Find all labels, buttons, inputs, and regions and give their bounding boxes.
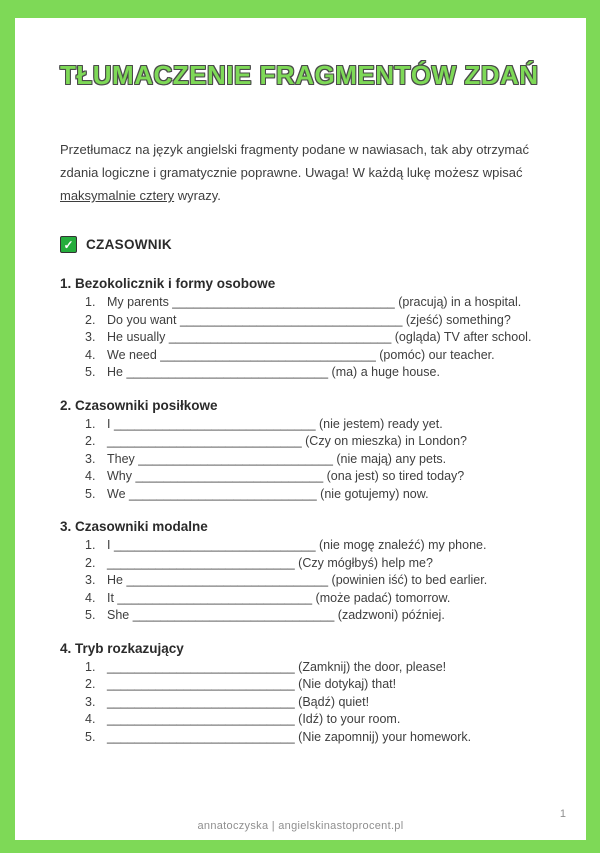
instructions-part1: Przetłumacz na język angielski fragmenty podane w nawiasach, tak aby otrzymać zdania logiczne i gramatycznie poprawne. Uwaga! W każdą lukę możesz wpisać (60, 142, 529, 180)
exercise-item (85, 694, 556, 712)
section-heading: 1. Bezokolicznik i formy osobowe (60, 276, 276, 291)
exercise-item (85, 312, 556, 330)
item-number: 5. (85, 729, 96, 744)
exercise-list (60, 659, 556, 747)
item-text: ___________________________ (Idź) to your room. (107, 712, 401, 726)
item-text: He _____________________________ (powinien iść) to bed earlier. (107, 573, 488, 587)
item-text: Why ___________________________ (ona jest) so tired today? (107, 469, 465, 483)
page-title: TŁUMACZENIE FRAGMENTÓW ZDAŃ (60, 60, 539, 90)
item-number: 5. (85, 365, 96, 379)
item-number: 4. (85, 469, 96, 483)
item-number: 2. (85, 677, 96, 691)
instructions-part2: wyrazy. (174, 188, 221, 203)
section-heading: 4. Tryb rozkazujący (60, 640, 184, 656)
item-text: She _____________________________ (zadzwoni) później. (107, 608, 445, 622)
exercise-list (60, 294, 556, 382)
category-heading (60, 236, 556, 253)
item-number: 3. (85, 330, 96, 344)
item-text: We need _______________________________ (pomóc) our teacher. (107, 347, 495, 362)
section-2-czasowniki-posilkowe (60, 398, 556, 504)
item-text: ____________________________ (Czy on mieszka) in London? (107, 434, 468, 448)
item-text: He _____________________________ (ma) a huge house. (107, 365, 440, 379)
section-3-czasowniki-modalne (60, 519, 556, 625)
section-heading: 2. Czasowniki posiłkowe (60, 397, 218, 413)
item-number: 3. (85, 694, 96, 709)
item-number: 4. (85, 712, 96, 726)
exercise-item (85, 294, 556, 312)
item-text: It ____________________________ (może padać) tomorrow. (107, 590, 451, 605)
exercise-list (60, 537, 556, 625)
item-number: 5. (85, 486, 96, 501)
item-number: 2. (85, 312, 96, 327)
item-number: 3. (85, 573, 96, 587)
item-text: My parents ________________________________ (pracują) in a hospital. (107, 295, 522, 309)
item-number: 1. (85, 538, 96, 552)
exercise-item (85, 364, 556, 382)
exercise-item (85, 729, 556, 747)
checkmark-icon: ✓ (63, 237, 74, 252)
category-label: CZASOWNIK (86, 237, 172, 252)
item-text: I _____________________________ (nie jestem) ready yet. (107, 416, 443, 431)
exercise-list (60, 416, 556, 504)
item-number: 1. (85, 659, 96, 674)
exercise-item (85, 711, 556, 729)
exercise-item (85, 676, 556, 694)
exercise-item (85, 347, 556, 365)
section-4-tryb-rozkazujacy (60, 641, 556, 747)
exercise-item (85, 433, 556, 451)
exercise-item (85, 451, 556, 469)
instructions (60, 138, 538, 207)
exercise-item (85, 486, 556, 504)
exercise-item (85, 590, 556, 608)
item-text: ___________________________ (Bądź) quiet! (107, 694, 370, 709)
page-number: 1 (559, 808, 566, 820)
footer-credit: annatoczyska | angielskinastoprocent.pl (197, 820, 404, 832)
section-1-bezokolicznik (60, 276, 556, 382)
exercise-item (85, 572, 556, 590)
item-text: We ___________________________ (nie gotujemy) now. (107, 486, 429, 501)
exercise-item (85, 537, 556, 555)
item-text: ___________________________ (Czy mógłbyś) help me? (107, 555, 433, 570)
exercise-item (85, 659, 556, 677)
checkbox-checked-icon (60, 236, 77, 253)
item-number: 4. (85, 590, 96, 605)
item-text: They ____________________________ (nie mają) any pets. (107, 451, 447, 466)
item-number: 4. (85, 347, 96, 362)
exercise-item (85, 416, 556, 434)
item-text: ___________________________ (Zamknij) the door, please! (107, 659, 447, 674)
instructions-underlined: maksymalnie cztery (60, 188, 175, 203)
item-text: ___________________________ (Nie dotykaj) that! (107, 677, 397, 691)
item-number: 1. (85, 416, 96, 431)
section-heading: 3. Czasowniki modalne (60, 519, 208, 534)
item-text: I _____________________________ (nie mogę znaleźć) my phone. (107, 538, 487, 552)
exercise-item (85, 555, 556, 573)
exercise-item (85, 607, 556, 625)
exercise-item (85, 329, 556, 347)
item-text: Do you want ________________________________ (zjeść) something? (107, 312, 511, 327)
item-number: 3. (85, 451, 96, 466)
item-text: He usually ________________________________ (ogląda) TV after school. (107, 330, 532, 344)
item-number: 2. (85, 555, 96, 570)
item-number: 5. (85, 608, 96, 622)
item-number: 1. (85, 295, 96, 309)
exercise-item (85, 468, 556, 486)
item-text: ___________________________ (Nie zapomnij) your homework. (107, 729, 472, 744)
page-content (15, 18, 586, 746)
item-number: 2. (85, 434, 96, 448)
